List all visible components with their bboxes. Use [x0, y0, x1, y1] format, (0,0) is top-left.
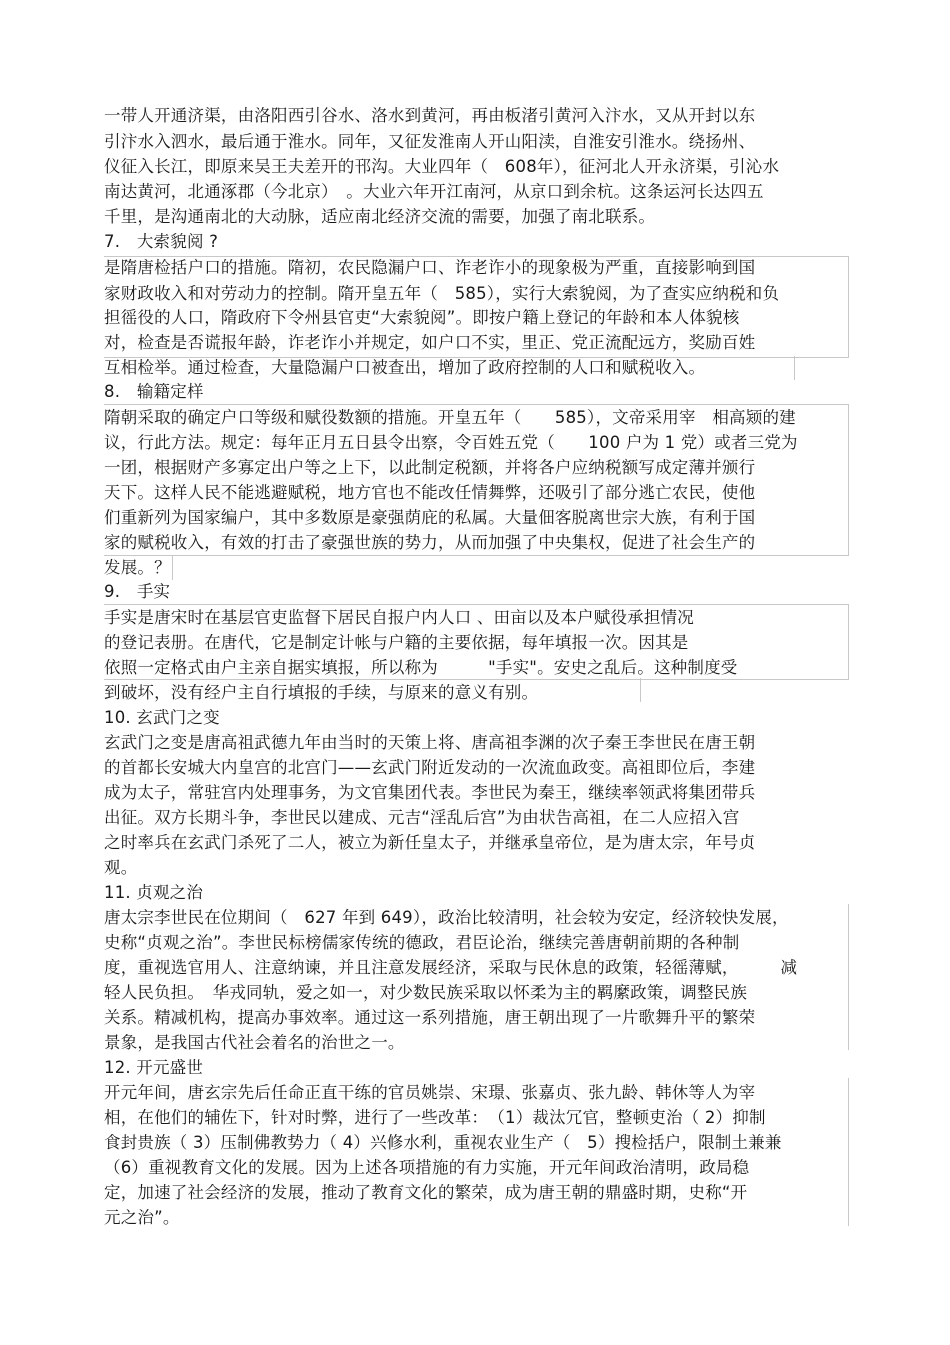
- section-rule-9: [640, 678, 641, 702]
- section-10-line-2: 的首都长安城大内皇宫的北宫门——玄武门附近发动的一次流血政变。高祖即位后，李建: [104, 758, 756, 777]
- section-12-line-3: 食封贵族（ 3）压制佛教势力（ 4）兴修水利，重视农业生产（ 5）搜检括户，限制土兼兼: [104, 1133, 782, 1152]
- section-11-line-4: 轻人民负担。 华戎同轨，爱之如一，对少数民族采取以怀柔为主的羁縻政策，调整民族: [104, 983, 748, 1002]
- section-11-line-2: 史称“贞观之治”。李世民标榜儒家传统的德政，君臣论治，继续完善唐朝前期的各种制: [104, 933, 740, 952]
- heading-7: 7. 大索貌阅 ?: [104, 232, 219, 251]
- section-9-line-4: 到破坏，没有经户主自行填报的手续，与原来的意义有别。: [104, 683, 539, 702]
- heading-10: 10. 玄武门之变: [104, 708, 220, 727]
- section-8-line-5: 们重新列为国家编户，其中多数原是豪强荫庇的私属。大量佃客脱离世宗大族，有利于国: [104, 508, 756, 527]
- heading-9: 9. 手实: [104, 582, 171, 601]
- section-10-line-3: 成为太子，常驻宫内处理事务，为文官集团代表。李世民为秦王，继续率领武将集团带兵: [104, 783, 756, 802]
- grand-canal-line-3: 仪征入长江，即原来吴王夫差开的邗沟。大业四年（ 608年），征河北人开永济渠，引沁水: [104, 157, 780, 176]
- section-7-line-3: 担徭役的人口，隋政府下令州县官吏“大索貌阅”。即按户籍上登记的年龄和本人体貌核: [104, 308, 740, 327]
- section-8-line-1: 隋朝采取的确定户口等级和赋役数额的措施。开皇五年（ 585），文帝采用宰 相高颎的建: [104, 408, 796, 427]
- section-8-line-2: 议，行此方法。规定：每年正月五日县令出察，令百姓五党（ 100 户为 1 党）或者三党为: [104, 433, 798, 452]
- section-rule-8: [172, 556, 173, 580]
- grand-canal-line-5: 千里，是沟通南北的大动脉，适应南北经济交流的需要，加强了南北联系。: [104, 207, 656, 226]
- section-7-line-5: 互相检举。通过检查，大量隐漏户口被查出，增加了政府控制的人口和赋税收入。: [104, 358, 706, 377]
- section-rule-12: [848, 1078, 849, 1226]
- heading-11: 11. 贞观之治: [104, 883, 204, 902]
- section-10-line-6: 观。: [104, 858, 138, 877]
- heading-12: 12. 开元盛世: [104, 1058, 204, 1077]
- section-12-line-1: 开元年间，唐玄宗先后任命正直干练的官员姚崇、宋璟、张嘉贞、张九龄、韩休等人为宰: [104, 1083, 756, 1102]
- section-9-line-2: 的登记表册。在唐代，它是制定计帐与户籍的主要依据，每年填报一次。因其是: [104, 633, 689, 652]
- section-8-line-6: 家的赋税收入，有效的打击了豪强世族的势力，从而加强了中央集权，促进了社会生产的: [104, 533, 756, 552]
- section-10-line-5: 之时率兵在玄武门杀死了二人，被立为新任皇太子，并继承皇帝位，是为唐太宗，年号贞: [104, 833, 756, 852]
- section-11-line-6: 景象，是我国古代社会着名的治世之一。: [104, 1033, 405, 1052]
- section-10-line-4: 出征。双方长期斗争，李世民以建成、元吉“淫乱后宫”为由状告高祖，在二人应招入宫: [104, 808, 740, 827]
- section-11-line-5: 关系。精减机构，提高办事效率。通过这一系列措施，唐王朝出现了一片歌舞升平的繁荣: [104, 1008, 756, 1027]
- section-rule-11: [848, 904, 849, 1050]
- section-11-line-1: 唐太宗李世民在位期间（ 627 年到 649），政治比较清明，社会较为安定，经济较快发展，: [104, 908, 789, 927]
- section-12-line-4: （6）重视教育文化的发展。因为上述各项措施的有力实施，开元年间政治清明，政局稳: [104, 1158, 750, 1177]
- section-7-line-2: 家财政收入和对劳动力的控制。隋开皇五年（ 585），实行大索貌阅，为了查实应纳税和负: [104, 284, 780, 303]
- section-8-line-4: 天下。这样人民不能逃避赋税，地方官也不能改任情舞弊，还吸引了部分逃亡农民，使他: [104, 483, 756, 502]
- grand-canal-line-2: 引汴水入泗水，最后通于淮水。同年，又征发淮南人开山阳渎，自淮安引淮水。绕扬州、: [104, 132, 756, 151]
- grand-canal-line-1: 一带人开通济渠，由洛阳西引谷水、洛水到黄河，再由板渚引黄河入汴水，又从开封以东: [104, 106, 756, 125]
- section-12-line-2: 相，在他们的辅佐下，针对时弊，进行了一些改革： （1）裁汰冗官，整顿吏治（ 2）抑制: [104, 1108, 766, 1127]
- section-7-line-4: 对，检查是否谎报年龄，诈老诈小并规定，如户口不实，里正、党正流配远方，奖励百姓: [104, 333, 756, 352]
- section-12-line-5: 定，加速了社会经济的发展，推动了教育文化的繁荣，成为唐王朝的鼎盛时期，史称“开: [104, 1183, 748, 1202]
- section-8-line-3: 一团，根据财产多寡定出户等之上下，以此制定税额，并将各户应纳税额写成定薄并颁行: [104, 458, 756, 477]
- grand-canal-line-4: 南达黄河，北通涿郡（今北京） 。大业六年开江南河，从京口到余杭。这条运河长达四五: [104, 182, 764, 201]
- section-10-line-1: 玄武门之变是唐高祖武德九年由当时的天策上将、唐高祖李渊的次子秦王李世民在唐王朝: [104, 733, 756, 752]
- section-7-line-1: 是隋唐检括户口的措施。隋初，农民隐漏户口、诈老诈小的现象极为严重，直接影响到国: [104, 258, 756, 277]
- section-9-line-3: 依照一定格式由户主亲自据实填报，所以称为 "手实"。安史之乱后。这种制度受: [104, 658, 738, 677]
- section-11-line-3: 度，重视选官用人、注意纳谏，并且注意发展经济，采取与民休息的政策，轻徭薄赋， 减: [104, 958, 798, 977]
- heading-8: 8. 输籍定样: [104, 382, 204, 401]
- section-rule-7: [794, 356, 795, 380]
- section-9-line-1: 手实是唐宋时在基层官吏监督下居民自报户内人口 、田亩以及本户赋役承担情况: [104, 608, 694, 627]
- section-12-line-6: 元之治”。: [104, 1208, 180, 1227]
- section-8-line-7: 发展。？: [104, 558, 171, 577]
